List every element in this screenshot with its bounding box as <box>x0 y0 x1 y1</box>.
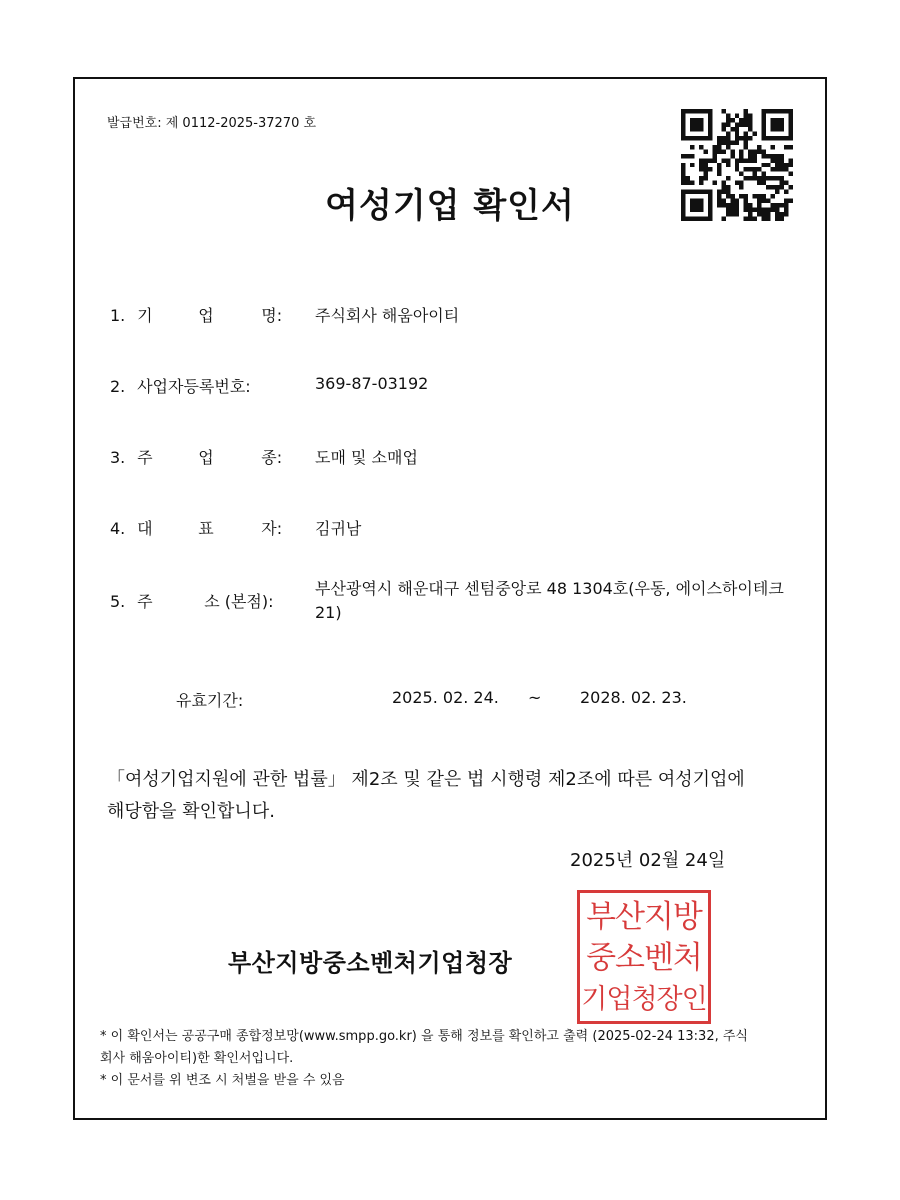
validity-label: 유효기간: <box>176 691 244 710</box>
document-title: 여성기업 확인서 <box>325 186 575 226</box>
field-label-business-number: 2. 사업자등록번호: <box>110 377 251 396</box>
validity-start: 2025. 02. 24. <box>392 688 499 707</box>
validity-separator: ~ <box>528 688 542 707</box>
field-label-address: 5. 주 소 (본점): <box>110 592 274 611</box>
field-value-company-name: 주식회사 해움아이티 <box>315 306 460 325</box>
issue-date: 2025년 02월 24일 <box>570 850 726 871</box>
field-label-company-name: 1. 기 업 명: <box>110 306 283 325</box>
footnote-forgery-warning: * 이 문서를 위 변조 시 처벌을 받을 수 있음 <box>100 1073 345 1088</box>
field-value-business-number: 369-87-03192 <box>315 374 429 393</box>
footnote-verification: * 이 확인서는 공공구매 종합정보망(www.smpp.go.kr) 을 통해 정보를 확인하고 출력 (2025-02-24 13:32, 주식회사 해움아이티)한 확인서입니다. <box>100 1029 748 1066</box>
official-seal-stamp: 부산지방 중소벤처 기업청장인 <box>577 890 711 1024</box>
field-label-main-business: 3. 주 업 종: <box>110 448 283 467</box>
field-label-representative: 4. 대 표 자: <box>110 519 283 538</box>
field-value-representative: 김귀남 <box>315 519 362 538</box>
field-value-address: 부산광역시 해운대구 센텀중앙로 48 1304호(우동, 에이스하이테크21) <box>315 579 784 622</box>
issuer-name: 부산지방중소벤처기업청장 <box>228 949 513 977</box>
footnotes <box>100 1026 760 1092</box>
issue-number: 발급번호: 제 0112-2025-37270 호 <box>107 116 317 131</box>
confirmation-statement: 「여성기업지원에 관한 법률」 제2조 및 같은 법 시행령 제2조에 따른 여성기업에 해당함을 확인합니다. <box>107 769 745 822</box>
field-value-main-business: 도매 및 소매업 <box>315 448 418 467</box>
validity-end: 2028. 02. 23. <box>580 688 687 707</box>
